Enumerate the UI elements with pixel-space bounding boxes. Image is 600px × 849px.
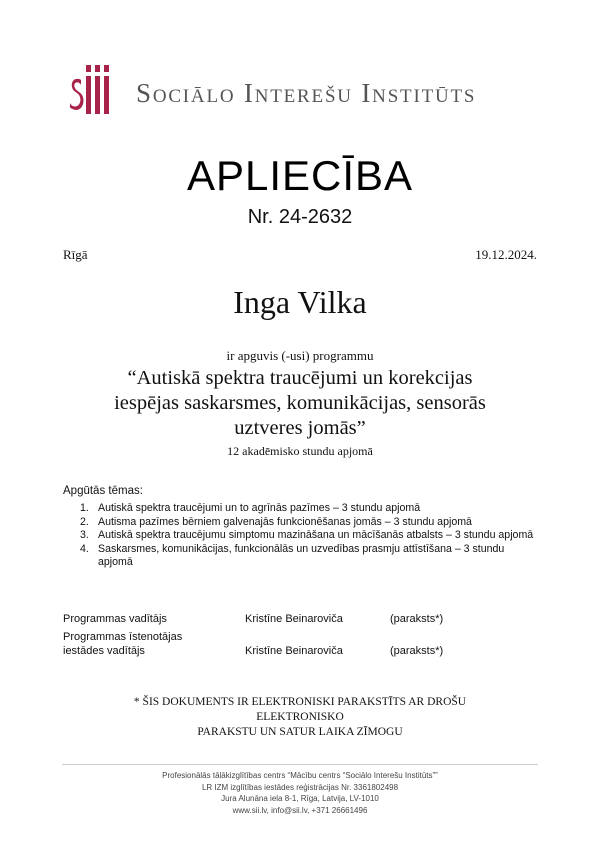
role-line: Programmas īstenotājas (63, 631, 183, 643)
footer-line: LR IZM izglītības iestādes reģistrācijas Nr. 3361802498 (201, 782, 399, 792)
electronic-signature-notice (90, 695, 510, 740)
footer-line: Profesionālās tālākizglītības centrs “Mācību centrs “Sociālo Interešu Institūts”” (162, 771, 438, 780)
organization-name: Sociālo Interešu Institūts (136, 78, 477, 108)
signatory-role (63, 630, 243, 658)
footer-line: Jura Alunāna iela 8-1, Rīga, Latvija, LV-1010 (221, 794, 379, 803)
document-title: APLIECĪBA (186, 152, 414, 199)
footer-contacts: www.sii.lv, info@sii.lv, +371 26661496 (232, 805, 368, 815)
topic-text: Saskarsmes, komunikācijas, funkcionālās un uzvedības prasmju attīstīšana – 3 stundu apjomā (98, 542, 505, 568)
role-line: iestādes vadītājs (63, 645, 145, 657)
signature-placeholder: (paraksts*) (390, 613, 444, 625)
list-item (80, 516, 540, 530)
program-title-line: iespējas saskarsmes, komunikācijas, sensorās (114, 392, 486, 414)
issue-date: 19.12.2024. (475, 247, 537, 262)
program-title-line: “Autiskā spektra traucējumi un korekcijas (127, 367, 473, 389)
signatory-name: Kristīne Beinaroviča (245, 645, 343, 657)
issue-place: Rīgā (63, 247, 88, 262)
topics-heading: Apgūtās tēmas: (63, 485, 143, 497)
program-title-line: uztveres jomās” (234, 417, 366, 439)
notice-line: * ŠIS DOKUMENTS IR ELEKTRONISKI PARAKSTĪTS AR DROŠU ELEKTRONISKO (133, 696, 467, 723)
topic-text: Autiskā spektra traucējumu simptomu mazināšana un mācīšanās atbalsts – 3 stundu apjomā (98, 529, 534, 541)
footer-divider (62, 764, 538, 765)
signature-placeholder: (paraksts*) (390, 645, 444, 657)
list-item (80, 543, 540, 570)
list-item (80, 529, 540, 543)
role-line: Programmas vadītājs (63, 613, 167, 625)
signatory-name: Kristīne Beinaroviča (245, 613, 343, 625)
list-number: 3. (80, 529, 89, 541)
program-title (60, 366, 540, 441)
notice-line: PARAKSTU UN SATUR LAIKA ZĪMOGU (197, 726, 403, 738)
organization-logo (68, 62, 548, 116)
topics-list (80, 502, 540, 570)
list-number: 4. (80, 542, 89, 555)
program-hours: 12 akadēmisko stundu apjomā (227, 444, 373, 458)
footer (0, 770, 600, 816)
topic-text: Autisma pazīmes bērniem galvenajās funkcionēšanas jomās – 3 stundu apjomā (98, 515, 472, 528)
sii-logo-icon (68, 62, 114, 116)
signatory-role (63, 612, 243, 626)
recipient-name: Inga Vilka (233, 284, 367, 320)
topic-text: Autiskā spektra traucējumi un to agrīnās pazīmes – 3 stundu apjomā (98, 502, 421, 514)
list-number: 2. (80, 515, 89, 528)
completion-statement: ir apguvis (-usi) programmu (226, 348, 374, 363)
document-number: Nr. 24-2632 (247, 206, 353, 228)
list-item (80, 502, 540, 516)
list-number: 1. (80, 502, 89, 514)
